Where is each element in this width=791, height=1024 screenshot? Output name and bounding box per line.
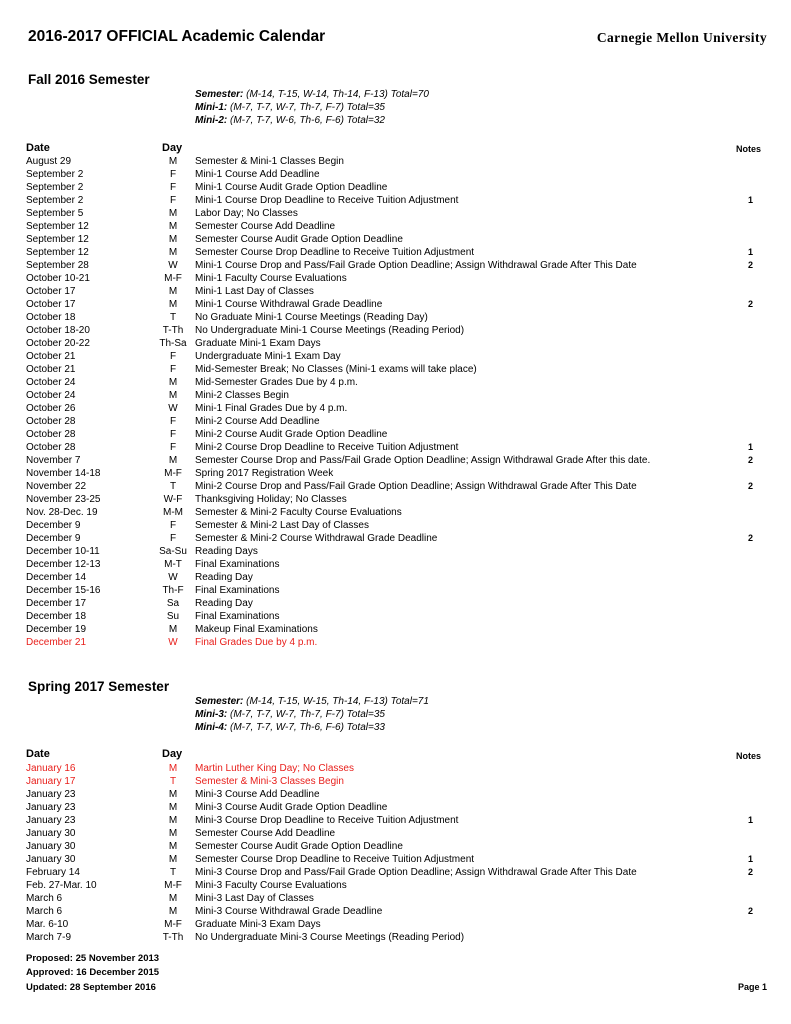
row-date: January 30	[26, 841, 76, 852]
row-day: M	[168, 854, 178, 865]
row-date: October 24	[26, 377, 76, 388]
row-day: M-F	[164, 468, 182, 479]
row-date: October 21	[26, 364, 76, 375]
row-event: Mini-1 Last Day of Classes	[195, 286, 314, 297]
fall-semester-title: Fall 2016 Semester	[28, 72, 150, 87]
row-event: Mid-Semester Grades Due by 4 p.m.	[195, 377, 358, 388]
row-day: M	[168, 299, 178, 310]
row-event: Graduate Mini-3 Exam Days	[195, 919, 321, 930]
table-row	[0, 428, 791, 441]
updated-date: Updated: 28 September 2016	[26, 982, 156, 993]
row-event: Semester Course Audit Grade Option Deadline	[195, 841, 403, 852]
fall-mini2-total: Mini-2: (M-7, T-7, W-6, Th-6, F-6) Total=32	[195, 115, 385, 126]
row-day: M	[168, 247, 178, 258]
table-row	[0, 220, 791, 233]
row-date: October 20-22	[26, 338, 90, 349]
table-row	[0, 207, 791, 220]
fall-notes-header: Notes	[735, 144, 761, 154]
row-day: M-M	[163, 507, 183, 518]
row-date: August 29	[26, 156, 72, 167]
row-date: December 14	[26, 572, 87, 583]
page-number: Page 1	[737, 982, 767, 992]
row-day: T	[169, 481, 177, 492]
table-row	[0, 840, 791, 853]
row-event: Final Examinations	[195, 585, 280, 596]
table-row	[0, 636, 791, 649]
row-note: 2	[747, 299, 753, 309]
table-row	[0, 480, 791, 493]
row-event: Semester & Mini-3 Classes Begin	[195, 776, 344, 787]
row-note: 2	[747, 481, 753, 491]
row-day: M-F	[164, 273, 182, 284]
row-date: Nov. 28-Dec. 19	[26, 507, 98, 518]
row-date: March 6	[26, 893, 63, 904]
table-row	[0, 376, 791, 389]
spring-day-header: Day	[162, 748, 183, 760]
table-row	[0, 905, 791, 918]
table-row	[0, 597, 791, 610]
row-day: W-F	[163, 494, 183, 505]
table-row	[0, 853, 791, 866]
row-event: Undergraduate Mini-1 Exam Day	[195, 351, 341, 362]
row-date: December 19	[26, 624, 87, 635]
row-date: October 26	[26, 403, 76, 414]
row-date: January 23	[26, 815, 76, 826]
row-day: T-Th	[162, 325, 184, 336]
row-day: M	[168, 828, 178, 839]
table-row	[0, 545, 791, 558]
row-day: M	[168, 815, 178, 826]
row-day: W	[168, 572, 178, 583]
table-row	[0, 532, 791, 545]
row-date: September 2	[26, 195, 84, 206]
row-note: 1	[747, 247, 753, 257]
row-event: Mini-1 Course Withdrawal Grade Deadline	[195, 299, 383, 310]
row-event: Final Examinations	[195, 559, 280, 570]
row-event: No Graduate Mini-1 Course Meetings (Reading Day)	[195, 312, 428, 323]
spring-mini3-total: Mini-3: (M-7, T-7, W-7, Th-7, F-7) Total=35	[195, 709, 385, 720]
row-day: M	[168, 156, 178, 167]
row-event: Mini-2 Course Drop and Pass/Fail Grade Option Deadline; Assign Withdrawal Grade After This Date	[195, 481, 637, 492]
table-row	[0, 389, 791, 402]
row-day: F	[169, 520, 177, 531]
row-day: T-Th	[162, 932, 184, 943]
table-row	[0, 519, 791, 532]
row-event: Semester Course Drop Deadline to Receive Tuition Adjustment	[195, 247, 475, 258]
fall-semester-total: Semester: (M-14, T-15, W-14, Th-14, F-13) Total=70	[195, 89, 429, 100]
row-event: Mid-Semester Break; No Classes (Mini-1 exams will take place)	[195, 364, 477, 375]
row-date: December 18	[26, 611, 87, 622]
row-date: January 16	[26, 763, 76, 774]
row-event: Final Grades Due by 4 p.m.	[195, 637, 318, 648]
row-day: F	[169, 169, 177, 180]
row-day: M	[168, 763, 178, 774]
table-row	[0, 879, 791, 892]
table-row	[0, 918, 791, 931]
row-date: December 9	[26, 520, 81, 531]
row-event: Reading Days	[195, 546, 258, 557]
row-day: F	[169, 533, 177, 544]
row-day: T	[169, 312, 177, 323]
table-row	[0, 610, 791, 623]
row-note: 2	[747, 533, 753, 543]
row-date: November 23-25	[26, 494, 101, 505]
row-event: Mini-1 Course Add Deadline	[195, 169, 320, 180]
row-event: Mini-2 Course Audit Grade Option Deadline	[195, 429, 388, 440]
row-note: 1	[747, 195, 753, 205]
row-date: September 12	[26, 247, 89, 258]
row-date: March 6	[26, 906, 63, 917]
table-row	[0, 363, 791, 376]
row-note: 2	[747, 260, 753, 270]
row-event: Semester & Mini-2 Last Day of Classes	[195, 520, 369, 531]
row-date: September 2	[26, 182, 84, 193]
row-date: October 28	[26, 416, 76, 427]
row-event: No Undergraduate Mini-1 Course Meetings (Reading Period)	[195, 325, 465, 336]
row-day: Th-F	[162, 585, 184, 596]
row-date: October 10-21	[26, 273, 90, 284]
row-event: Mini-3 Course Drop Deadline to Receive Tuition Adjustment	[195, 815, 459, 826]
row-day: W	[168, 403, 178, 414]
row-day: M-F	[164, 919, 182, 930]
fall-mini1-total: Mini-1: (M-7, T-7, W-7, Th-7, F-7) Total=35	[195, 102, 385, 113]
row-event: Semester Course Audit Grade Option Deadline	[195, 234, 403, 245]
row-date: October 18	[26, 312, 76, 323]
row-day: M	[168, 455, 178, 466]
row-event: Thanksgiving Holiday; No Classes	[195, 494, 347, 505]
row-event: No Undergraduate Mini-3 Course Meetings (Reading Period)	[195, 932, 465, 943]
spring-notes-header: Notes	[735, 751, 761, 761]
row-event: Mini-3 Course Drop and Pass/Fail Grade Option Deadline; Assign Withdrawal Grade After This Date	[195, 867, 637, 878]
spring-calendar-table	[0, 762, 791, 944]
row-date: December 10-11	[26, 546, 100, 557]
row-date: February 14	[26, 867, 80, 878]
row-date: January 17	[26, 776, 76, 787]
table-row	[0, 506, 791, 519]
row-day: M	[168, 286, 178, 297]
row-date: January 23	[26, 802, 76, 813]
row-date: Mar. 6-10	[26, 919, 69, 930]
fall-day-header: Day	[162, 142, 183, 154]
row-day: M	[168, 893, 178, 904]
row-event: Reading Day	[195, 572, 253, 583]
table-row	[0, 467, 791, 480]
row-event: Mini-3 Course Withdrawal Grade Deadline	[195, 906, 383, 917]
table-row	[0, 311, 791, 324]
row-event: Labor Day; No Classes	[195, 208, 298, 219]
table-row	[0, 814, 791, 827]
spring-semester-title: Spring 2017 Semester	[28, 679, 170, 694]
spring-semester-total: Semester: (M-14, T-15, W-15, Th-14, F-13) Total=71	[195, 696, 429, 707]
row-note: 1	[747, 442, 753, 452]
row-date: September 12	[26, 221, 89, 232]
row-event: Mini-2 Course Add Deadline	[195, 416, 320, 427]
row-note: 1	[747, 854, 753, 864]
table-row	[0, 415, 791, 428]
row-day: M	[168, 789, 178, 800]
row-date: Feb. 27-Mar. 10	[26, 880, 97, 891]
table-row	[0, 788, 791, 801]
row-day: M	[168, 208, 178, 219]
row-date: September 12	[26, 234, 89, 245]
row-day: M	[168, 234, 178, 245]
row-event: Mini-1 Final Grades Due by 4 p.m.	[195, 403, 348, 414]
table-row	[0, 493, 791, 506]
spring-day-totals	[195, 695, 429, 734]
row-date: December 9	[26, 533, 81, 544]
row-day: M-F	[164, 880, 182, 891]
row-note: 2	[747, 455, 753, 465]
table-row	[0, 558, 791, 571]
row-day: M	[168, 390, 178, 401]
row-event: Mini-1 Course Audit Grade Option Deadline	[195, 182, 388, 193]
row-date: December 12-13	[26, 559, 101, 570]
row-event: Mini-1 Course Drop and Pass/Fail Grade Option Deadline; Assign Withdrawal Grade After This Date	[195, 260, 637, 271]
table-row	[0, 246, 791, 259]
row-event: Final Examinations	[195, 611, 280, 622]
table-row	[0, 571, 791, 584]
table-row	[0, 233, 791, 246]
row-event: Semester & Mini-2 Course Withdrawal Grade Deadline	[195, 533, 438, 544]
row-day: F	[169, 351, 177, 362]
row-date: January 23	[26, 789, 76, 800]
row-day: M	[168, 841, 178, 852]
row-date: October 17	[26, 286, 76, 297]
row-note: 2	[747, 906, 753, 916]
table-row	[0, 827, 791, 840]
table-row	[0, 441, 791, 454]
row-day: F	[169, 195, 177, 206]
table-row	[0, 298, 791, 311]
row-date: September 5	[26, 208, 84, 219]
proposed-date: Proposed: 25 November 2013	[26, 953, 160, 964]
fall-date-header: Date	[26, 142, 50, 154]
row-event: Semester Course Add Deadline	[195, 221, 336, 232]
table-row	[0, 259, 791, 272]
row-event: Semester Course Drop and Pass/Fail Grade Option Deadline; Assign Withdrawal Grade After this date.	[195, 455, 651, 466]
row-date: January 30	[26, 828, 76, 839]
row-day: Sa-Su	[159, 546, 187, 557]
row-day: T	[169, 776, 177, 787]
table-row	[0, 584, 791, 597]
row-day: W	[168, 637, 178, 648]
table-row	[0, 194, 791, 207]
row-day: M	[168, 802, 178, 813]
row-event: Mini-3 Course Audit Grade Option Deadline	[195, 802, 388, 813]
row-date: December 21	[26, 637, 87, 648]
row-day: F	[169, 416, 177, 427]
row-note: 1	[747, 815, 753, 825]
row-event: Martin Luther King Day; No Classes	[195, 763, 354, 774]
row-date: January 30	[26, 854, 76, 865]
spring-mini4-total: Mini-4: (M-7, T-7, W-7, Th-6, F-6) Total=33	[195, 722, 385, 733]
row-event: Semester Course Drop Deadline to Receive Tuition Adjustment	[195, 854, 475, 865]
row-event: Mini-2 Classes Begin	[195, 390, 289, 401]
row-event: Graduate Mini-1 Exam Days	[195, 338, 321, 349]
row-event: Mini-2 Course Drop Deadline to Receive Tuition Adjustment	[195, 442, 459, 453]
row-day: M	[168, 377, 178, 388]
university-name: Carnegie Mellon University	[596, 30, 767, 45]
table-row	[0, 623, 791, 636]
row-day: M	[168, 624, 178, 635]
row-date: September 28	[26, 260, 89, 271]
row-date: October 28	[26, 429, 76, 440]
row-date: October 18-20	[26, 325, 90, 336]
row-event: Mini-3 Course Add Deadline	[195, 789, 320, 800]
row-day: F	[169, 442, 177, 453]
row-day: W	[168, 260, 178, 271]
fall-day-totals	[195, 88, 429, 127]
row-note: 2	[747, 867, 753, 877]
table-row	[0, 324, 791, 337]
row-day: M	[168, 221, 178, 232]
row-date: November 22	[26, 481, 87, 492]
row-day: Th-Sa	[159, 338, 187, 349]
row-event: Semester & Mini-1 Classes Begin	[195, 156, 344, 167]
row-day: Sa	[166, 598, 180, 609]
row-day: M-T	[164, 559, 182, 570]
table-row	[0, 337, 791, 350]
row-date: November 14-18	[26, 468, 101, 479]
table-row	[0, 892, 791, 905]
row-event: Semester Course Add Deadline	[195, 828, 336, 839]
row-date: December 15-16	[26, 585, 101, 596]
table-row	[0, 285, 791, 298]
table-row	[0, 454, 791, 467]
row-event: Mini-1 Course Drop Deadline to Receive Tuition Adjustment	[195, 195, 459, 206]
table-row	[0, 931, 791, 944]
row-event: Spring 2017 Registration Week	[195, 468, 334, 479]
table-row	[0, 181, 791, 194]
row-date: October 17	[26, 299, 76, 310]
page-title: 2016-2017 OFFICIAL Academic Calendar	[28, 28, 326, 45]
row-event: Mini-3 Last Day of Classes	[195, 893, 314, 904]
row-event: Mini-3 Faculty Course Evaluations	[195, 880, 347, 891]
row-day: F	[169, 364, 177, 375]
row-date: October 24	[26, 390, 76, 401]
row-day: M	[168, 906, 178, 917]
table-row	[0, 775, 791, 788]
table-row	[0, 801, 791, 814]
spring-date-header: Date	[26, 748, 50, 760]
row-day: T	[169, 867, 177, 878]
approved-date: Approved: 16 December 2015	[26, 967, 160, 978]
table-row	[0, 866, 791, 879]
table-row	[0, 272, 791, 285]
row-date: October 21	[26, 351, 76, 362]
row-event: Makeup Final Examinations	[195, 624, 318, 635]
row-event: Semester & Mini-2 Faculty Course Evaluations	[195, 507, 402, 518]
row-date: October 28	[26, 442, 76, 453]
table-row	[0, 762, 791, 775]
fall-calendar-table	[0, 155, 791, 649]
row-day: F	[169, 182, 177, 193]
table-row	[0, 402, 791, 415]
row-date: September 2	[26, 169, 84, 180]
row-date: December 17	[26, 598, 87, 609]
table-row	[0, 155, 791, 168]
row-event: Mini-1 Faculty Course Evaluations	[195, 273, 347, 284]
row-event: Reading Day	[195, 598, 253, 609]
table-row	[0, 168, 791, 181]
table-row	[0, 350, 791, 363]
row-date: March 7-9	[26, 932, 72, 943]
row-day: F	[169, 429, 177, 440]
row-date: November 7	[26, 455, 81, 466]
row-day: Su	[166, 611, 180, 622]
